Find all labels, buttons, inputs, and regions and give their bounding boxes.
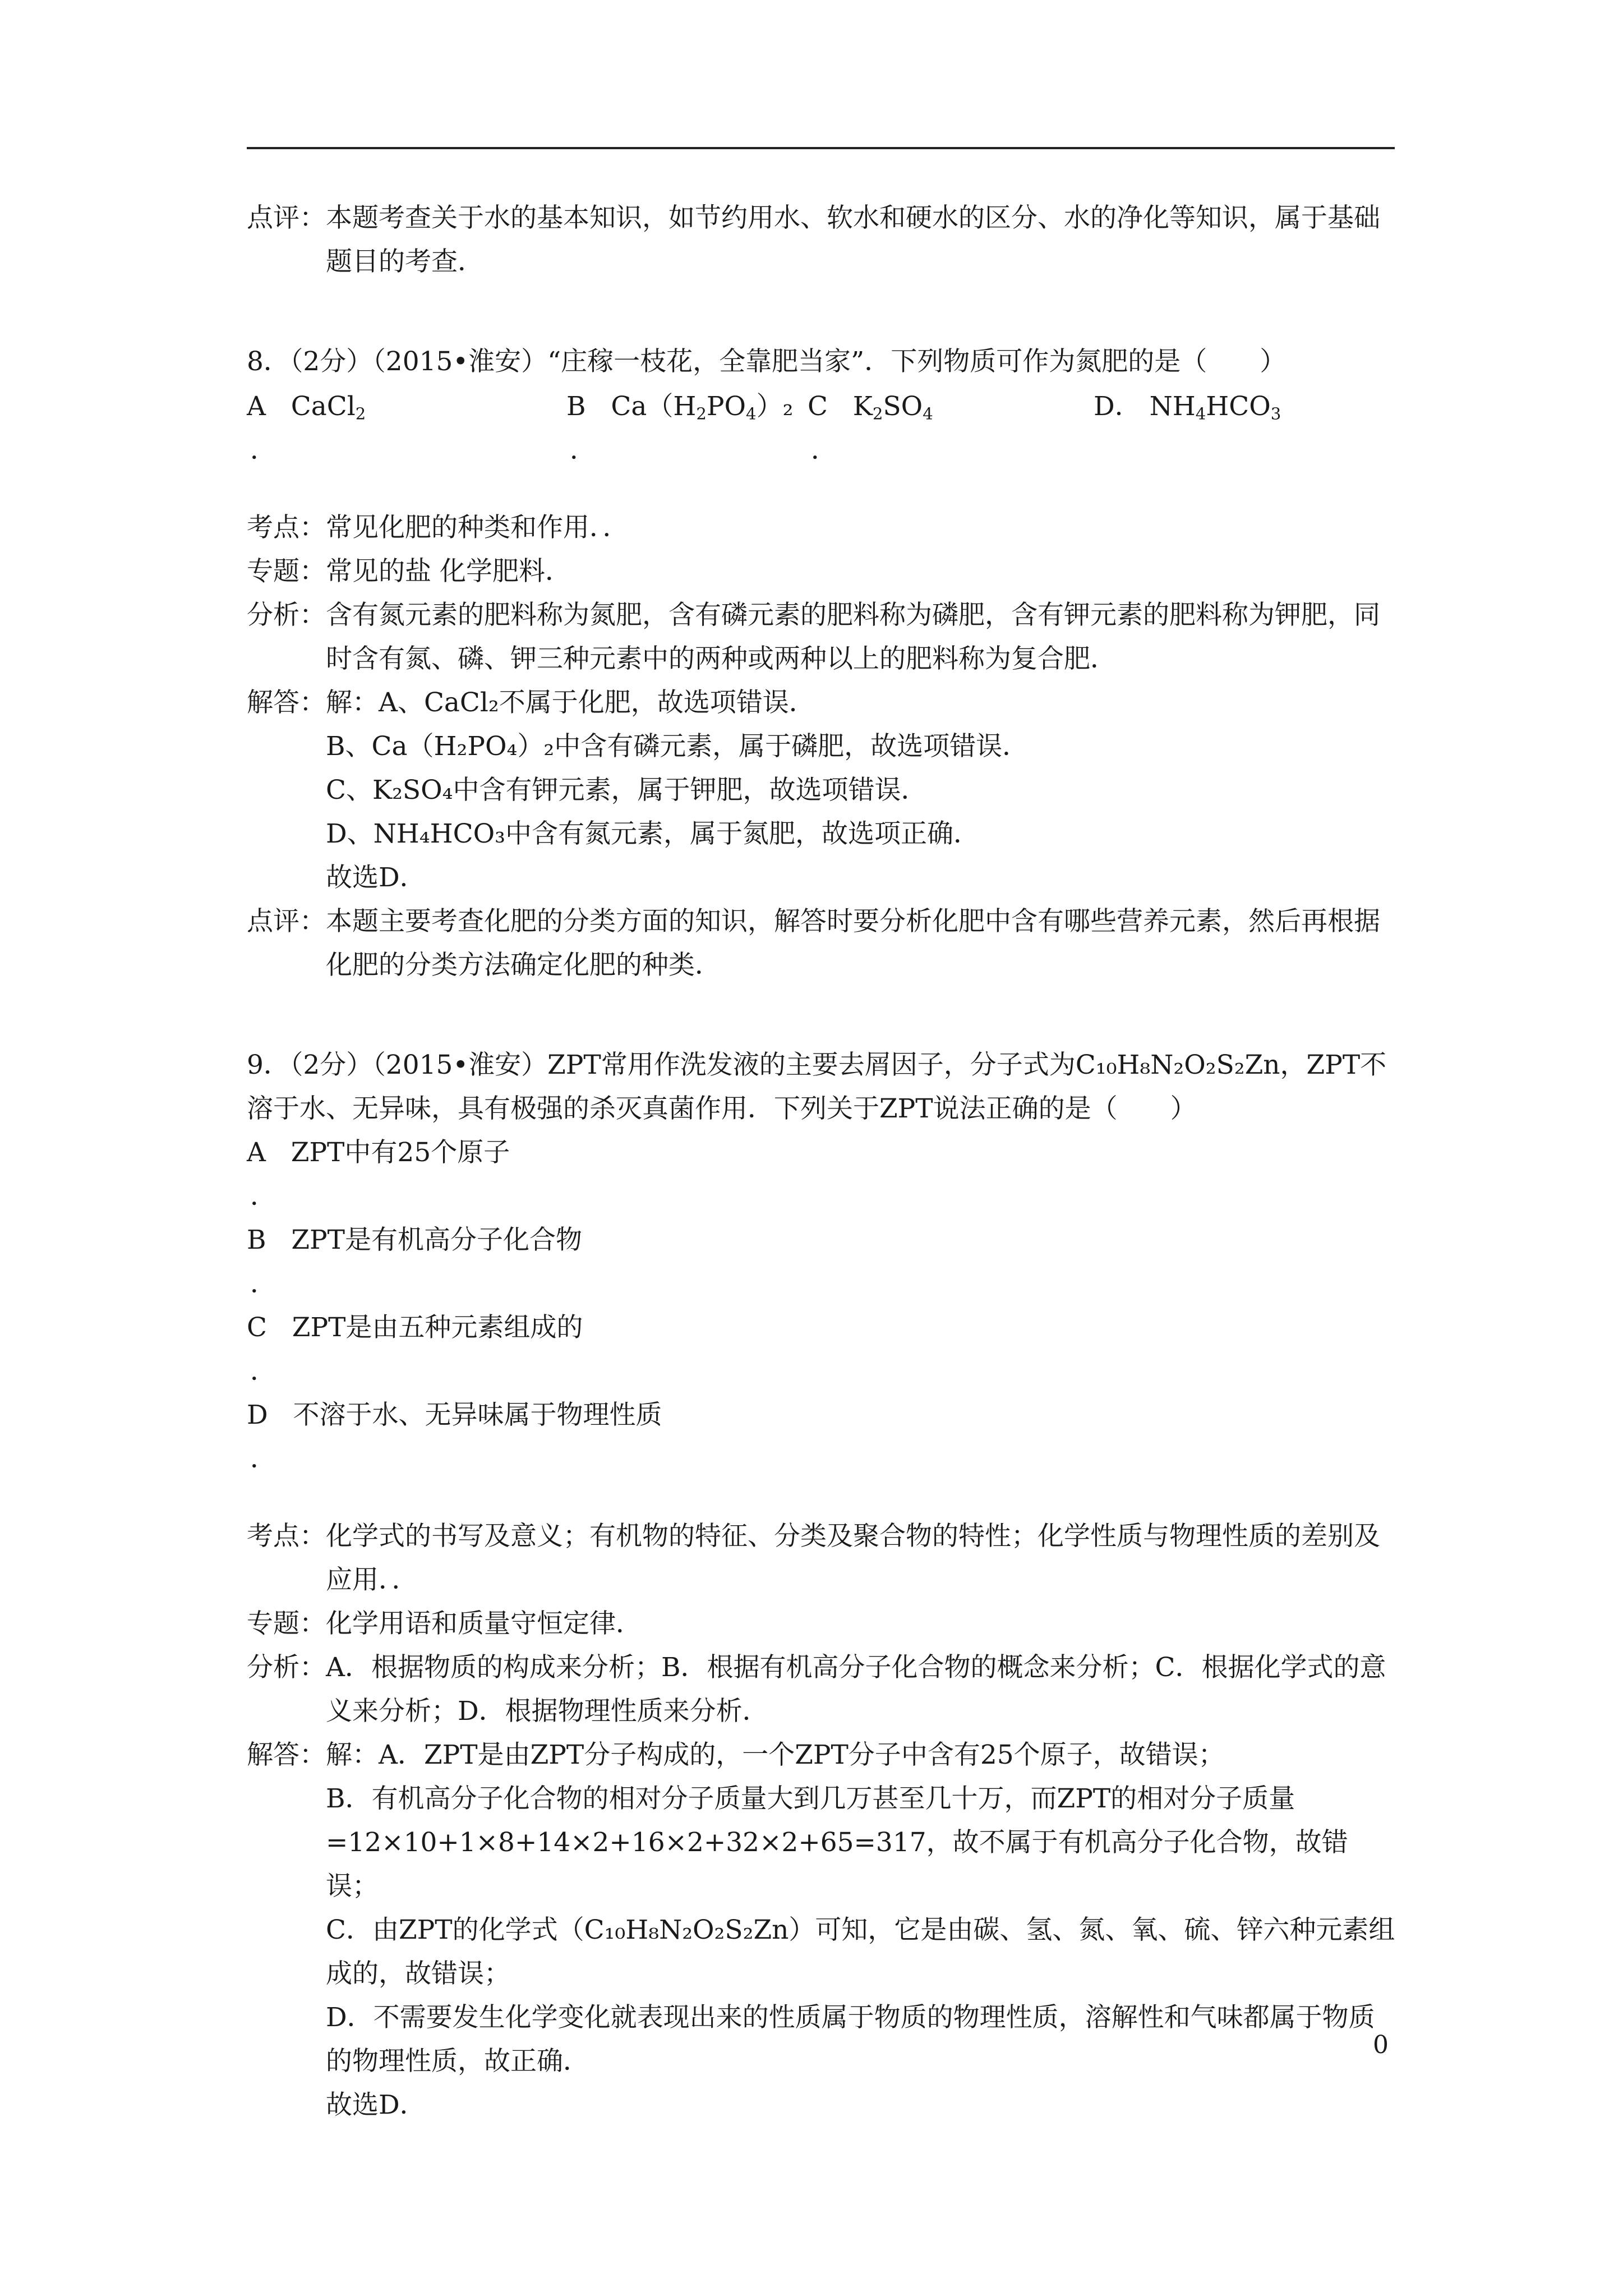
subscript: 3 [1270,404,1281,424]
zhuanti-text: 化学用语和质量守恒定律． [326,1608,642,1639]
q9-jieda [247,1733,1396,2127]
q9-fenxi [247,1646,1396,1733]
option-text: CaCl [291,391,356,422]
q9-option-c [247,1306,1396,1393]
option-text-mid: HCO [1206,391,1271,422]
q9-option-d [247,1393,1396,1481]
zhuanti-text: 常见的盐 化学肥料． [326,556,571,587]
option-letter: A [247,391,266,422]
question-9 [247,1043,1396,2127]
fenxi-text: A．根据物质的构成来分析；B．根据有机高分子化合物的概念来分析；C．根据化学式的意义来分析；D．根据物理性质来分析． [326,1652,1386,1727]
subscript: 4 [1195,404,1206,424]
jieda-line: D．不需要发生化学变化就表现出来的性质属于物质的物理性质，溶解性和气味都属于物质的物理性质，故正确． [326,2002,1375,2077]
q9-zhuanti [247,1602,1396,1646]
option-text: ZPT是由五种元素组成的 [292,1312,583,1343]
jieda-line: C．由ZPT的化学式（C₁₀H₈N₂O₂S₂Zn）可知，它是由碳、氢、氮、氧、硫、锌六种元素组成的，故错误； [326,1915,1395,1989]
zhuanti-label: 专题： [247,556,326,587]
option-text-mid: SO [883,391,923,422]
q8-option-b [566,385,808,472]
top-review [247,196,1396,284]
header-rule [247,147,1395,149]
subscript: 2 [696,404,707,424]
kaodian-label: 考点： [247,512,326,543]
option-dot: ． [250,1356,276,1387]
option-dot: ． [570,435,596,466]
page-content [247,196,1396,2127]
jieda-line: B．有机高分子化合物的相对分子质量大到几万甚至几十万，而ZPT的相对分子质量=12×10+1×8+14×2+16×2+32×2+65=317，故不属于有机高分子化合物，故错误； [326,1783,1348,1902]
q8-jieda [247,681,1396,900]
option-text: NH [1149,391,1196,422]
option-letter: B [247,1225,266,1255]
kaodian-text: 常见化肥的种类和作用．． [326,512,629,543]
kaodian-text: 化学式的书写及意义；有机物的特征、分类及聚合物的特性；化学性质与物理性质的差别及应用．． [326,1521,1380,1595]
subscript: 2 [355,404,366,424]
q8-options [247,385,1396,472]
option-letter: B [566,391,586,422]
q8-option-a [247,385,566,472]
kaodian-label: 考点： [247,1521,326,1552]
jieda-line: C、K₂SO₄中含有钾元素，属于钾肥，故选项错误． [326,775,928,806]
question-8 [247,340,1396,987]
option-text: Ca（H [611,391,697,422]
jieda-line: B、Ca（H₂PO₄）₂中含有磷元素，属于磷肥，故选项错误． [326,731,1029,762]
q8-fenxi [247,593,1396,681]
jieda-line: 解：A、CaCl₂不属于化肥，故选项错误． [326,687,815,718]
q8-kaodian [247,506,1396,550]
jieda-line: 故选D． [326,862,426,893]
q8-dianping [247,900,1396,987]
fenxi-label: 分析： [247,600,326,631]
q8-zhuanti [247,550,1396,593]
jieda-label: 解答： [247,687,326,718]
option-dot: ． [250,435,276,466]
option-text: ZPT中有25个原子 [291,1137,510,1168]
option-letter: D [247,1400,268,1430]
option-letter: C [247,1312,267,1343]
q8-stem: 8．（2分）（2015•淮安）“庄稼一枝花，全靠肥当家”．下列物质可作为氮肥的是（ ） [247,346,1287,377]
q9-kaodian [247,1515,1396,1602]
option-dot: ． [250,1268,276,1299]
subscript: 2 [872,404,883,424]
option-letter: C [808,391,828,422]
page-number: 0 [1373,2031,1389,2059]
option-text-mid: PO [706,391,746,422]
review-text: 本题考查关于水的基本知识，如节约用水、软水和硬水的区分、水的净化等知识，属于基础题目的考查． [326,203,1380,277]
dianping-text: 本题主要考查化肥的分类方面的知识，解答时要分析化肥中含有哪些营养元素，然后再根据化肥的分类方法确定化肥的种类． [326,906,1380,981]
fenxi-label: 分析： [247,1652,326,1683]
jieda-line: 故选D． [326,2090,426,2120]
option-text-post: ）₂ [756,391,794,422]
option-text: K [852,391,873,422]
jieda-label: 解答： [247,1740,326,1770]
zhuanti-label: 专题： [247,1608,326,1639]
option-letter: A [247,1137,266,1168]
q8-option-d: D． $NH_4HCO_3$ [1094,391,1281,424]
option-letter: D [1094,391,1115,422]
review-label: 点评： [247,203,326,233]
option-dot: ． [811,435,837,466]
option-dot: ． [250,1181,276,1212]
q9-stem: 9．（2分）（2015•淮安）ZPT常用作洗发液的主要去屑因子，分子式为C₁₀H₈N₂O₂S₂Zn，ZPT不溶于水、无异味，具有极强的杀灭真菌作用．下列关于ZPT说法正确的是（ ） [247,1050,1387,1124]
jieda-line: 解：A．ZPT是由ZPT分子构成的，一个ZPT分子中含有25个原子，故错误； [326,1740,1225,1770]
fenxi-text: 含有氮元素的肥料称为氮肥，含有磷元素的肥料称为磷肥，含有钾元素的肥料称为钾肥，同时含有氮、磷、钾三种元素中的两种或两种以上的肥料称为复合肥． [326,600,1380,674]
q9-options [247,1131,1396,1481]
jieda-line: D、NH₄HCO₃中含有氮元素，属于氮肥，故选项正确． [326,818,980,849]
q8-option-c [808,385,1094,472]
subscript: 4 [746,404,757,424]
option-text: ZPT是有机高分子化合物 [291,1225,583,1255]
option-text: 不溶于水、无异味属于物理性质 [293,1400,662,1430]
dianping-label: 点评： [247,906,326,937]
q9-option-b [247,1218,1396,1306]
subscript: 4 [923,404,933,424]
option-dot: ． [250,1443,276,1474]
q9-option-a [247,1131,1396,1218]
